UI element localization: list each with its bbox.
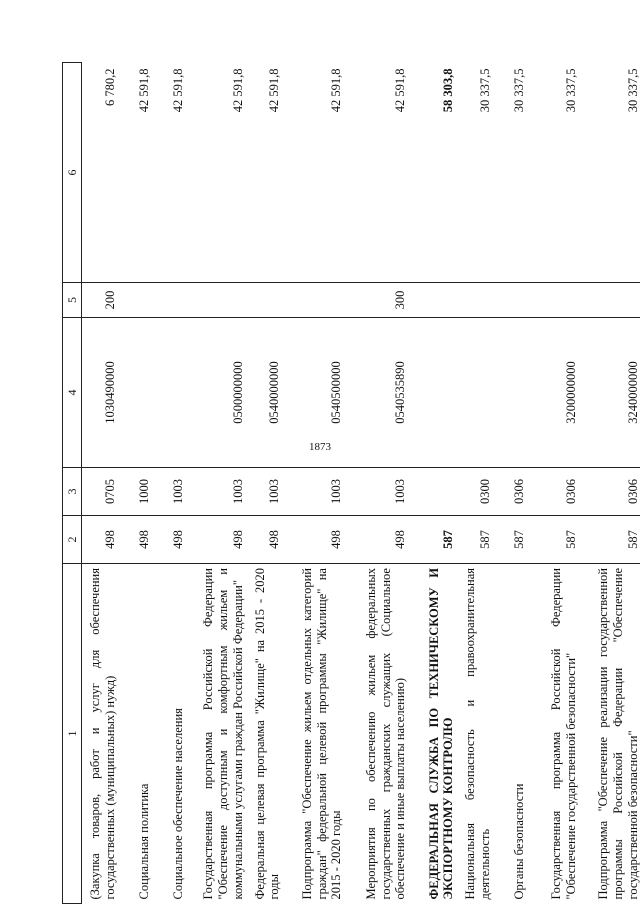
cell-col-5	[460, 283, 497, 318]
cell-col-5	[583, 283, 640, 318]
table-row	[190, 63, 250, 904]
cell-col-6: 30 337,5	[460, 63, 497, 283]
cell-col-4	[497, 318, 531, 468]
cell-col-3: 0300	[460, 468, 497, 516]
cell-col-6: 30 337,5	[531, 63, 583, 283]
cell-col-2: 498	[190, 516, 250, 564]
cell-col-3	[412, 468, 460, 516]
cell-col-5	[412, 283, 460, 318]
cell-name: Государственная программа Российской Федерации "Обеспечение государственной безопасности"	[549, 568, 578, 900]
header-col-2: 2	[63, 516, 82, 564]
cell-col-5	[250, 283, 287, 318]
cell-col-2: 498	[156, 516, 190, 564]
cell-col-4	[460, 318, 497, 468]
table-row	[250, 63, 287, 904]
cell-col-5	[156, 283, 190, 318]
cell-name: Подпрограмма "Обеспечение реализации государственной программы Российской Федерации "Обеспечение государственной безопасности"	[596, 568, 640, 900]
header-col-1: 1	[63, 564, 82, 904]
table-body	[82, 63, 640, 904]
header-col-3: 3	[63, 468, 82, 516]
table-row	[286, 63, 348, 904]
cell-col-2: 498	[82, 516, 122, 564]
header-col-6: 6	[63, 63, 82, 283]
cell-col-6: 30 337,5	[583, 63, 640, 283]
cell-col-6: 42 591,8	[250, 63, 287, 283]
cell-col-2: 587	[583, 516, 640, 564]
cell-col-2: 587	[497, 516, 531, 564]
cell-col-5	[286, 283, 348, 318]
cell-col-4: 1030490000	[82, 318, 122, 468]
header-col-5: 5	[63, 283, 82, 318]
cell-name: Подпрограмма "Обеспечение жильем отдельных категорий граждан" федеральной целевой программы "Жилище" на 2015 - 2020 годы	[299, 568, 344, 900]
cell-col-6: 42 591,8	[122, 63, 156, 283]
table-row	[82, 63, 122, 904]
cell-name: ФЕДЕРАЛЬНАЯ СЛУЖБА ПО ТЕХНИЧЕСКОМУ И ЭКСПОРТНОМУ КОНТРОЛЮ	[426, 568, 456, 900]
table-row	[348, 63, 412, 904]
cell-col-4	[156, 318, 190, 468]
cell-col-3: 1003	[156, 468, 190, 516]
budget-table	[62, 62, 640, 904]
cell-col-2: 587	[412, 516, 460, 564]
cell-col-6: 42 591,8	[190, 63, 250, 283]
cell-name: Органы безопасности	[511, 783, 526, 900]
table-header-row	[63, 63, 82, 904]
table-row	[460, 63, 497, 904]
cell-col-6: 42 591,8	[156, 63, 190, 283]
cell-col-5: 300	[348, 283, 412, 318]
cell-col-4: 3200000000	[531, 318, 583, 468]
cell-col-3: 0306	[531, 468, 583, 516]
cell-col-4: 0500000000	[190, 318, 250, 468]
cell-name: Социальная политика	[136, 783, 151, 900]
cell-col-5	[122, 283, 156, 318]
cell-name: Социальное обеспечение населения	[170, 708, 185, 900]
cell-col-4: 0540500000	[286, 318, 348, 468]
cell-col-2: 587	[531, 516, 583, 564]
cell-col-5	[190, 283, 250, 318]
cell-col-4	[412, 318, 460, 468]
table-row	[156, 63, 190, 904]
cell-col-3: 1003	[250, 468, 287, 516]
cell-col-5: 200	[82, 283, 122, 318]
page-number: 1873	[309, 441, 331, 453]
cell-col-3: 0306	[497, 468, 531, 516]
header-col-4: 4	[63, 318, 82, 468]
cell-name: Национальная безопасность и правоохранительная деятельность	[463, 568, 492, 900]
table-row	[122, 63, 156, 904]
cell-col-2: 498	[286, 516, 348, 564]
cell-col-2: 587	[460, 516, 497, 564]
cell-col-3: 1003	[190, 468, 250, 516]
cell-name: Мероприятия по обеспечению жильем федеральных государственных гражданских служащих (Социальное обеспечение и иные выплаты населению)	[363, 568, 408, 900]
cell-col-2: 498	[122, 516, 156, 564]
cell-col-3: 1000	[122, 468, 156, 516]
cell-col-6: 6 780,2	[82, 63, 122, 283]
cell-col-3: 1003	[348, 468, 412, 516]
cell-col-2: 498	[250, 516, 287, 564]
cell-col-6: 42 591,8	[286, 63, 348, 283]
cell-col-6: 30 337,5	[497, 63, 531, 283]
rotated-page-content	[62, 63, 640, 904]
cell-col-4: 3240000000	[583, 318, 640, 468]
cell-col-4: 0540535890	[348, 318, 412, 468]
cell-col-3: 0705	[82, 468, 122, 516]
table-row	[497, 63, 531, 904]
cell-name: Государственная программа Российской Федерации "Обеспечение доступным и комфортным жильем и коммунальными услугами граждан Российской Федерации"	[201, 568, 245, 900]
cell-name: (Закупка товаров, работ и услуг для обеспечения государственных (муниципальных) нужд)	[88, 568, 117, 900]
cell-col-6: 42 591,8	[348, 63, 412, 283]
cell-col-5	[531, 283, 583, 318]
table-row	[583, 63, 640, 904]
cell-col-2: 498	[348, 516, 412, 564]
cell-col-4: 0540000000	[250, 318, 287, 468]
cell-col-3: 0306	[583, 468, 640, 516]
cell-col-6: 58 303,8	[412, 63, 460, 283]
table-row	[412, 63, 460, 904]
cell-name: Федеральная целевая программа "Жилище" на 2015 - 2020 годы	[252, 568, 282, 900]
cell-col-3: 1003	[286, 468, 348, 516]
cell-col-4	[122, 318, 156, 468]
cell-col-5	[497, 283, 531, 318]
table-row	[531, 63, 583, 904]
